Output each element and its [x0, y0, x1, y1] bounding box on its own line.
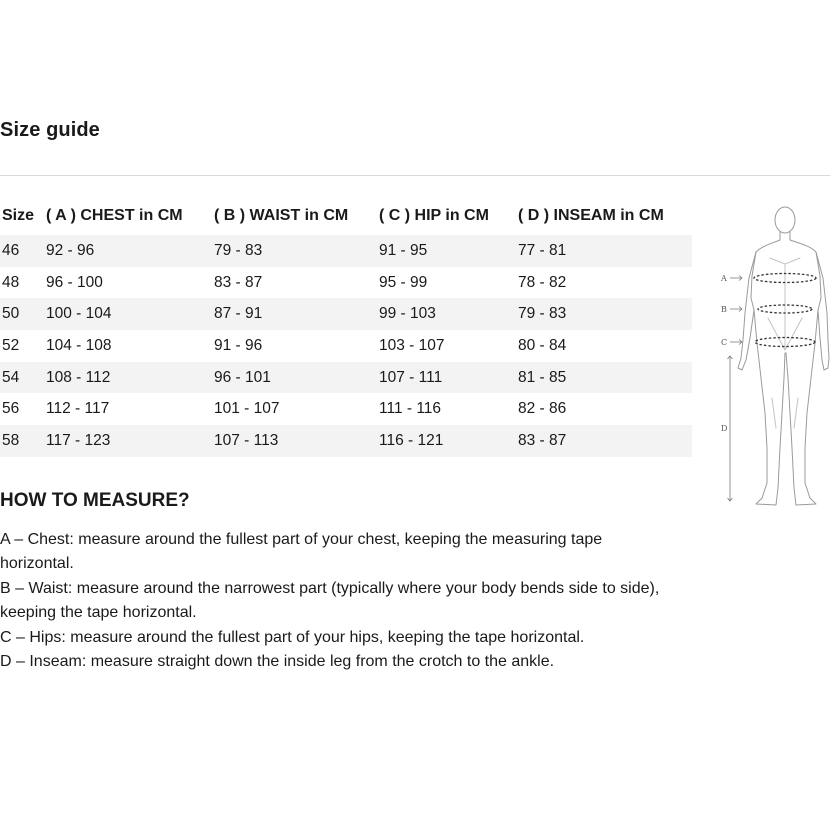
chest-pointer-arrow — [730, 276, 742, 281]
cell-hip: 103 - 107 — [379, 336, 445, 354]
cell-waist: 101 - 107 — [214, 400, 280, 418]
waist-pointer-arrow — [730, 307, 742, 312]
table-row — [0, 362, 692, 394]
inseam-arrow — [728, 356, 733, 501]
body-detail-lines — [768, 258, 802, 428]
cell-size: 54 — [0, 362, 42, 394]
label-b: B — [721, 305, 727, 314]
cell-chest: 117 - 123 — [42, 425, 210, 457]
cell-waist: 83 - 87 — [214, 273, 263, 291]
cell-inseam: 80 - 84 — [518, 336, 567, 354]
cell-chest: 104 - 108 — [46, 336, 112, 354]
instruction-inseam: D – Inseam: measure straight down the inside leg from the crotch to the ankle. — [0, 653, 555, 671]
cell-size: 50 — [0, 298, 42, 330]
table-row — [0, 393, 692, 425]
page-title: Size guide — [0, 119, 100, 141]
size-table — [0, 199, 692, 457]
cell-size: 48 — [2, 273, 20, 291]
cell-chest: 96 - 100 — [46, 273, 103, 291]
label-a: A — [721, 274, 727, 283]
cell-waist: 91 - 96 — [214, 336, 263, 354]
header-divider — [0, 175, 830, 176]
cell-inseam: 78 - 82 — [518, 273, 567, 291]
right-arm-outline — [816, 252, 829, 370]
cell-hip: 95 - 99 — [379, 273, 428, 291]
cell-size: 58 — [0, 425, 42, 457]
cell-inseam: 77 - 81 — [514, 235, 692, 267]
cell-hip: 116 - 121 — [375, 425, 514, 457]
cell-waist: 87 - 91 — [210, 298, 375, 330]
cell-hip: 99 - 103 — [375, 298, 514, 330]
cell-chest: 108 - 112 — [42, 362, 210, 394]
cell-inseam: 82 - 86 — [518, 400, 567, 418]
cell-inseam: 79 - 83 — [514, 298, 692, 330]
instruction-chest: A – Chest: measure around the fullest part of your chest, keeping the measuring tape horizontal. — [0, 531, 603, 573]
cell-waist: 96 - 101 — [210, 362, 375, 394]
instruction-hip: C – Hips: measure around the fullest part of your hips, keeping the tape horizontal. — [0, 628, 585, 646]
table-row — [0, 267, 692, 299]
body-measurement-figure — [700, 198, 830, 518]
cell-chest: 100 - 104 — [42, 298, 210, 330]
table-row — [0, 330, 692, 362]
header-size: Size — [2, 207, 35, 224]
cell-size: 46 — [0, 235, 42, 267]
cell-hip: 91 - 95 — [375, 235, 514, 267]
how-to-measure-title: HOW TO MEASURE? — [0, 490, 190, 511]
cell-waist: 107 - 113 — [210, 425, 375, 457]
head-outline — [775, 207, 795, 233]
body-outline-illustration — [700, 198, 830, 518]
cell-size: 52 — [2, 336, 20, 354]
cell-inseam: 81 - 85 — [514, 362, 692, 394]
cell-waist: 79 - 83 — [210, 235, 375, 267]
label-d: D — [721, 424, 728, 433]
cell-size: 56 — [2, 400, 20, 418]
header-inseam: ( D ) INSEAM in CM — [518, 207, 664, 224]
table-header-row — [0, 199, 692, 235]
label-c: C — [721, 338, 728, 347]
header-hip: ( C ) HIP in CM — [379, 207, 489, 224]
instruction-waist: B – Waist: measure around the narrowest part (typically where your body bends side to side), keeping the tape horizontal. — [0, 579, 660, 622]
hip-pointer-arrow — [730, 340, 742, 345]
cell-inseam: 83 - 87 — [514, 425, 692, 457]
cell-chest: 112 - 117 — [46, 400, 110, 418]
how-to-measure-instructions — [0, 528, 680, 674]
body-outline — [751, 240, 821, 505]
table-row — [0, 235, 692, 267]
table-row — [0, 425, 692, 457]
cell-hip: 111 - 116 — [379, 400, 442, 418]
table-row — [0, 298, 692, 330]
cell-hip: 107 - 111 — [375, 362, 514, 394]
header-waist: ( B ) WAIST in CM — [214, 207, 349, 224]
header-chest: ( A ) CHEST in CM — [46, 207, 183, 224]
cell-chest: 92 - 96 — [42, 235, 210, 267]
